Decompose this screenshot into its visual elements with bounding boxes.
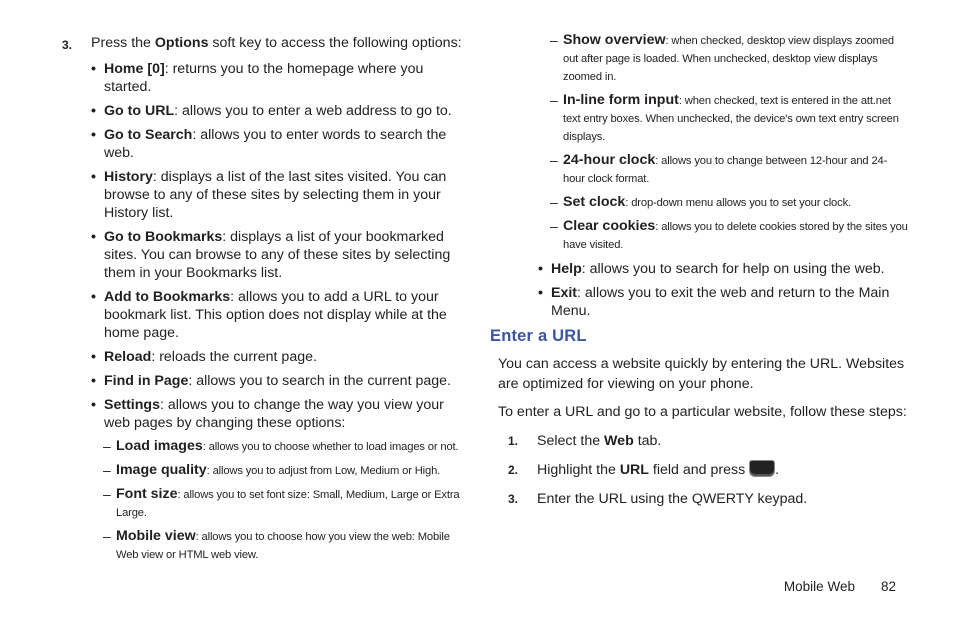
option-go-to-bookmarks: • Go to Bookmarks: displays a list of your bookmarked sites. You can browse to any of these sites by selecting them in your Bookmarks list. <box>91 229 451 281</box>
setting-image-quality: – Image quality: allows you to adjust from Low, Medium or High. <box>103 462 441 478</box>
steps-list <box>488 431 908 509</box>
setting-set-clock: – Set clock: drop-down menu allows you to set your clock. <box>550 194 851 210</box>
options-list <box>62 60 462 432</box>
page-footer <box>784 579 896 594</box>
page-number: 82 <box>880 579 896 594</box>
step-1: 1. Select the Web tab. <box>508 433 662 449</box>
step-3: 3. Enter the URL using the QWERTY keypad. <box>508 491 808 507</box>
step-2: 2. Highlight the URL field and press . <box>508 462 780 478</box>
option-history: • History: displays a list of the last sites visited. You can browse to any of these sites by selecting them in your History list. <box>91 169 447 221</box>
left-column <box>62 34 462 564</box>
settings-sublist-continued <box>488 31 908 254</box>
setting-load-images: – Load images: allows you to choose whether to load images or not. <box>103 438 459 454</box>
option-add-to-bookmarks: • Add to Bookmarks: allows you to add a URL to your bookmark list. This option does not display while at the home page. <box>91 289 447 341</box>
setting-mobile-view: – Mobile view: allows you to choose how you view the web: Mobile Web view or HTML web view. <box>103 528 450 561</box>
option-settings: • Settings: allows you to change the way you view your web pages by changing these options: <box>91 397 444 431</box>
setting-font-size: – Font size: allows you to set font size: Small, Medium, Large or Extra Large. <box>103 486 460 519</box>
option-find-in-page: • Find in Page: allows you to search in the current page. <box>91 373 451 389</box>
setting-show-overview: – Show overview: when checked, desktop view displays zoomed out after page is loaded. When unchecked, desktop view displays zoomed in. <box>550 32 894 83</box>
option-help: • Help: allows you to search for help on using the web. <box>538 261 885 277</box>
option-reload: • Reload: reloads the current page. <box>91 349 317 365</box>
instructions-paragraph: To enter a URL and go to a particular website, follow these steps: <box>498 404 907 420</box>
option-exit: • Exit: allows you to exit the web and return to the Main Menu. <box>538 285 890 319</box>
intro-paragraph: You can access a website quickly by entering the URL. Websites are optimized for viewing on your phone. <box>498 356 905 392</box>
setting-inline-form-input: – In-line form input: when checked, text is entered in the att.net text entry boxes. When unchecked, the device's own text entry screen displays. <box>550 92 899 143</box>
setting-clear-cookies: – Clear cookies: allows you to delete cookies stored by the sites you have visited. <box>550 218 908 251</box>
right-column <box>488 31 908 509</box>
enter-key-icon <box>749 460 775 477</box>
section-heading: Enter a URL <box>490 327 587 345</box>
option-go-to-url: • Go to URL: allows you to enter a web address to go to. <box>91 103 452 119</box>
option-home: • Home [0]: returns you to the homepage where you started. <box>91 61 424 95</box>
options-list-continued <box>488 260 908 320</box>
settings-sublist <box>62 437 462 564</box>
step-3: 3. Press the Options soft key to access the following options: <box>62 35 462 52</box>
option-go-to-search: • Go to Search: allows you to enter words to search the web. <box>91 127 447 161</box>
step-number: 3. <box>62 38 73 52</box>
setting-24-hour-clock: – 24-hour clock: allows you to change between 12-hour and 24-hour clock format. <box>550 152 888 185</box>
footer-section-title: Mobile Web <box>783 579 855 594</box>
